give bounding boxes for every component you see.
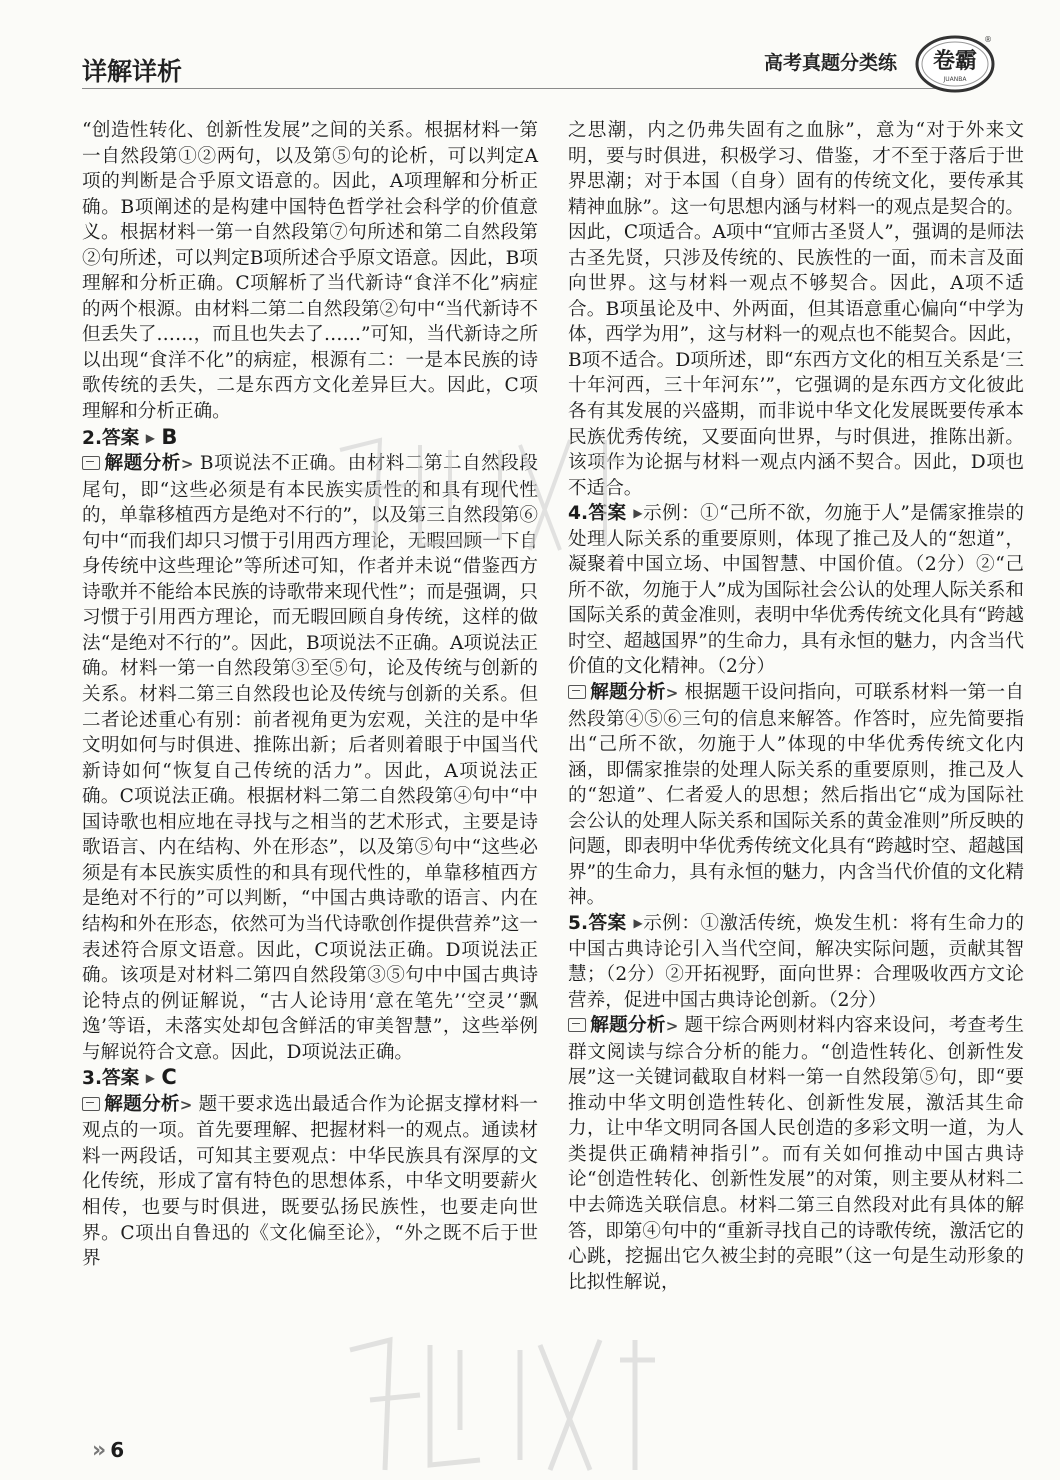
q5-answer xyxy=(568,911,1024,1013)
q3-answer-letter: C xyxy=(161,1065,177,1090)
chevron-right-icon: > xyxy=(179,1095,193,1114)
play-triangle-icon: ▶ xyxy=(633,506,644,521)
q2-answer-letter: B xyxy=(161,424,178,449)
q5-analysis xyxy=(568,1013,1024,1295)
q3-analysis-continued: 之思潮，内之仍弗失固有之血脉”，意为“对于外来文明，要与时俱进，积极学习、借鉴，才不至于落后于世界思潮；对于本国（自身）固有的传统文化，要传承其精神血脉”。这一句思想内涵与材料一的观点是契合的。因此，C项适合。A项中“宜师古圣贤人”，强调的是师法古圣先贤，只涉及传统的、民族性的一面，而未言及面向世界。这与材料一观点不够契合。因此，A项不适合。B项虽论及中、外两面，但其语意重心偏向“中学为体，西学为用”，这与材料一的观点也不能契合。因此，B项不适合。D项所述，即“东西方文化的相互关系是‘三十年河西，三十年河东’”，它强调的是东西方文化彼此各有其发展的兴盛期，而非说中华文化发展既要传承本民族优秀传统，又要面向世界，与时俱进，推陈出新。该项作为论据与材料一观点内涵不契合。因此，D项也不适合。 xyxy=(568,120,1024,499)
section-title: 详解详析 xyxy=(82,57,183,86)
q3-analysis xyxy=(82,1092,538,1272)
q5-answer-text: 示例：①激活传统，焕发生机：将有生命力的中国古典诗论引入当代空间，解决实际问题，贡献其智慧；（2分）②开拓视野，面向世界：合理吸收西方文论营养，促进中国古典诗论创新。（2分） xyxy=(568,912,1024,1011)
q5-answer-label: 5.答案 ▶ xyxy=(568,912,644,934)
registered-mark: ® xyxy=(984,35,992,44)
q1-analysis-continued: “创造性转化、创新性发展”之间的关系。根据材料一第一自然段第①②两句，以及第⑤句的论析，可以判定A项的判断是合乎原文语意的。因此，A项理解和分析正确。B项阐述的是构建中国特色哲学社会科学的价值意义。根据材料一第一自然段第⑦句所述和第二自然段第②句所述，可以判定B项所述合乎原文语意。因此，B项理解和分析正确。C项解析了当代新诗“食洋不化”病症的两个根源。由材料二第二自然段第②句中“当代新诗不但丢失了……，而且也失去了……”可知，当代新诗之所以出现“食洋不化”的病症，根源有二：一是本民族的诗歌传统的丢失，二是东西方文化差异巨大。因此，C项理解和分析正确。 xyxy=(82,120,538,423)
play-triangle-icon: ▶ xyxy=(145,1071,155,1086)
header-divider xyxy=(82,88,962,89)
q2-answer-line xyxy=(82,425,538,452)
notepad-icon xyxy=(568,1018,586,1032)
q5-analysis-text: 题干综合两则材料内容来设问，考查考生群文阅读与综合分析的能力。“创造性转化、创新性发展”这一关键词截取自材料一第一自然段第⑤句，即“要推动中华文明创造性转化、创新性发展，激活其生命力，让中华文明同各国人民创造的多彩文明一道，为人类提供正确精神指引”。而有关如何推动中国古典诗论“创造性转化、创新性发展”的对策，则主要从材料二中去筛选关联信息。材料二第三自然段对此有具体的解答，即第④句中的“重新寻找自己的诗歌传统，激活它的心跳，挖掘出它久被尘封的亮眼”（这一句是生动形象的比拟性解说， xyxy=(568,1015,1024,1293)
book-series-title: 高考真题分类练 xyxy=(764,52,898,74)
notepad-icon xyxy=(82,1097,100,1111)
q2-analysis-tag: 解题分析> xyxy=(82,453,193,474)
left-column xyxy=(82,118,538,1272)
page-header xyxy=(0,0,1060,110)
q3-analysis-tag: 解题分析> xyxy=(82,1094,192,1115)
double-chevron-icon: » xyxy=(92,1438,107,1463)
page-number: 6 xyxy=(110,1438,125,1462)
q2-answer-label: 2.答案 ▶ B xyxy=(82,424,178,449)
q3-answer-line xyxy=(82,1065,538,1092)
q4-analysis xyxy=(568,680,1024,911)
brand-subtitle: JUANBA xyxy=(943,76,967,83)
q4-analysis-tag: 解题分析> xyxy=(568,682,678,703)
page-footer xyxy=(92,1438,124,1463)
q4-answer-label: 4.答案 ▶ xyxy=(568,503,644,525)
notepad-icon xyxy=(568,685,586,699)
brand-logo xyxy=(914,30,996,94)
q5-analysis-tag: 解题分析> xyxy=(568,1015,678,1036)
right-column xyxy=(568,118,1024,1295)
q3-analysis-text: 题干要求选出最适合作为论据支撑材料一观点的一项。首先要理解、把握材料一的观点。通读材料一两段话，可知其主要观点：中华民族具有深厚的文化传统，形成了富有特色的思想体系，中华文明要薪火相传，也要与时俱进，既要弘扬民族性，也要走向世界。C项出自鲁迅的《文化偏至论》，“外之既不后于世界 xyxy=(82,1093,538,1270)
q3-answer-label: 3.答案 ▶ C xyxy=(82,1065,177,1090)
play-triangle-icon: ▶ xyxy=(145,430,155,445)
q2-analysis-text: B项说法不正确。由材料二第二自然段段尾句，即“这些必须是有本民族实质性的和具有现代性的，单靠移植西方是绝对不行的”，以及第三自然段第⑥句中“而我们却只习惯于引用西方理论，无暇回顾一下自身传统中这些理论”等所述可知，作者并未说“借鉴西方诗歌并不能给本民族的诗歌带来现代性”；而是强调，只习惯于引用西方理论，而无暇回顾自身传统，这样的做法“是绝对不行的”。因此，B项说法不正确。A项说法正确。材料一第一自然段第③至⑤句，论及传统与创新的关系。材料二第三自然段也论及传统与创新的关系。但二者论述重心有别：前者视角更为宏观，关注的是中华文明如何与时俱进、推陈出新；后者则着眼于中国当代新诗如何“恢复自己传统的活力”。因此，A项说法正确。C项说法正确。根据材料二第二自然段第④句中“中国诗歌也相应地在寻找与之相当的艺术形式，主要是诗歌语言、内在结构、外在形态”，以及第⑤句中“这些必须是有本民族实质性的和具有现代性的，单靠移植西方是绝对不行的”可以判断，“中国古典诗歌的语言、内在结构和外在形态，依然可为当代诗歌创作提供营养”这一表述符合原文语意。因此，C项说法正确。D项说法正确。该项是对材料二第四自然段第③⑤句中中国古典诗论特点的例证解说，“古人论诗用‘意在笔先’‘空灵’‘飘逸’等语，未落实处却包含鲜活的审美智慧”，这些举例与解说符合文意。因此，D项说法正确。 xyxy=(82,453,538,1063)
q4-answer-text: 示例：①“己所不欲，勿施于人”是儒家推崇的处理人际关系的重要原则，体现了推己及人的“恕道”，凝聚着中国立场、中国智慧、中国价值。（2分）②“己所不欲，勿施于人”成为国际社会公认的处理人际关系和国际关系的黄金准则，表明中华优秀传统文化具有“跨越时空、超越国界”的生命力，具有永恒的魅力，内含当代价值的文化精神。（2分） xyxy=(568,503,1024,678)
brand-name: 卷霸 xyxy=(932,49,978,74)
q2-analysis xyxy=(82,451,538,1065)
watermark-graphic xyxy=(330,1330,670,1480)
play-triangle-icon: ▶ xyxy=(633,915,644,930)
chevron-right-icon: > xyxy=(180,455,194,474)
q4-answer xyxy=(568,501,1024,680)
chevron-right-icon: > xyxy=(665,684,679,703)
notepad-icon xyxy=(82,456,100,470)
q4-analysis-text: 根据题干设问指向，可联系材料一第一自然段第④⑤⑥三句的信息来解答。作答时，应先简要指出“己所不欲，勿施于人”体现的中华优秀传统文化内涵，即儒家推崇的处理人际关系的重要原则，推己及人的“恕道”、仁者爱人的思想；然后指出它“成为国际社会公认的处理人际关系和国际关系的黄金准则”所反映的问题，即表明中华优秀传统文化具有“跨越时空、超越国界”的生命力，具有永恒的魅力，内含当代价值的文化精神。 xyxy=(568,682,1024,909)
chevron-right-icon: > xyxy=(665,1017,679,1036)
